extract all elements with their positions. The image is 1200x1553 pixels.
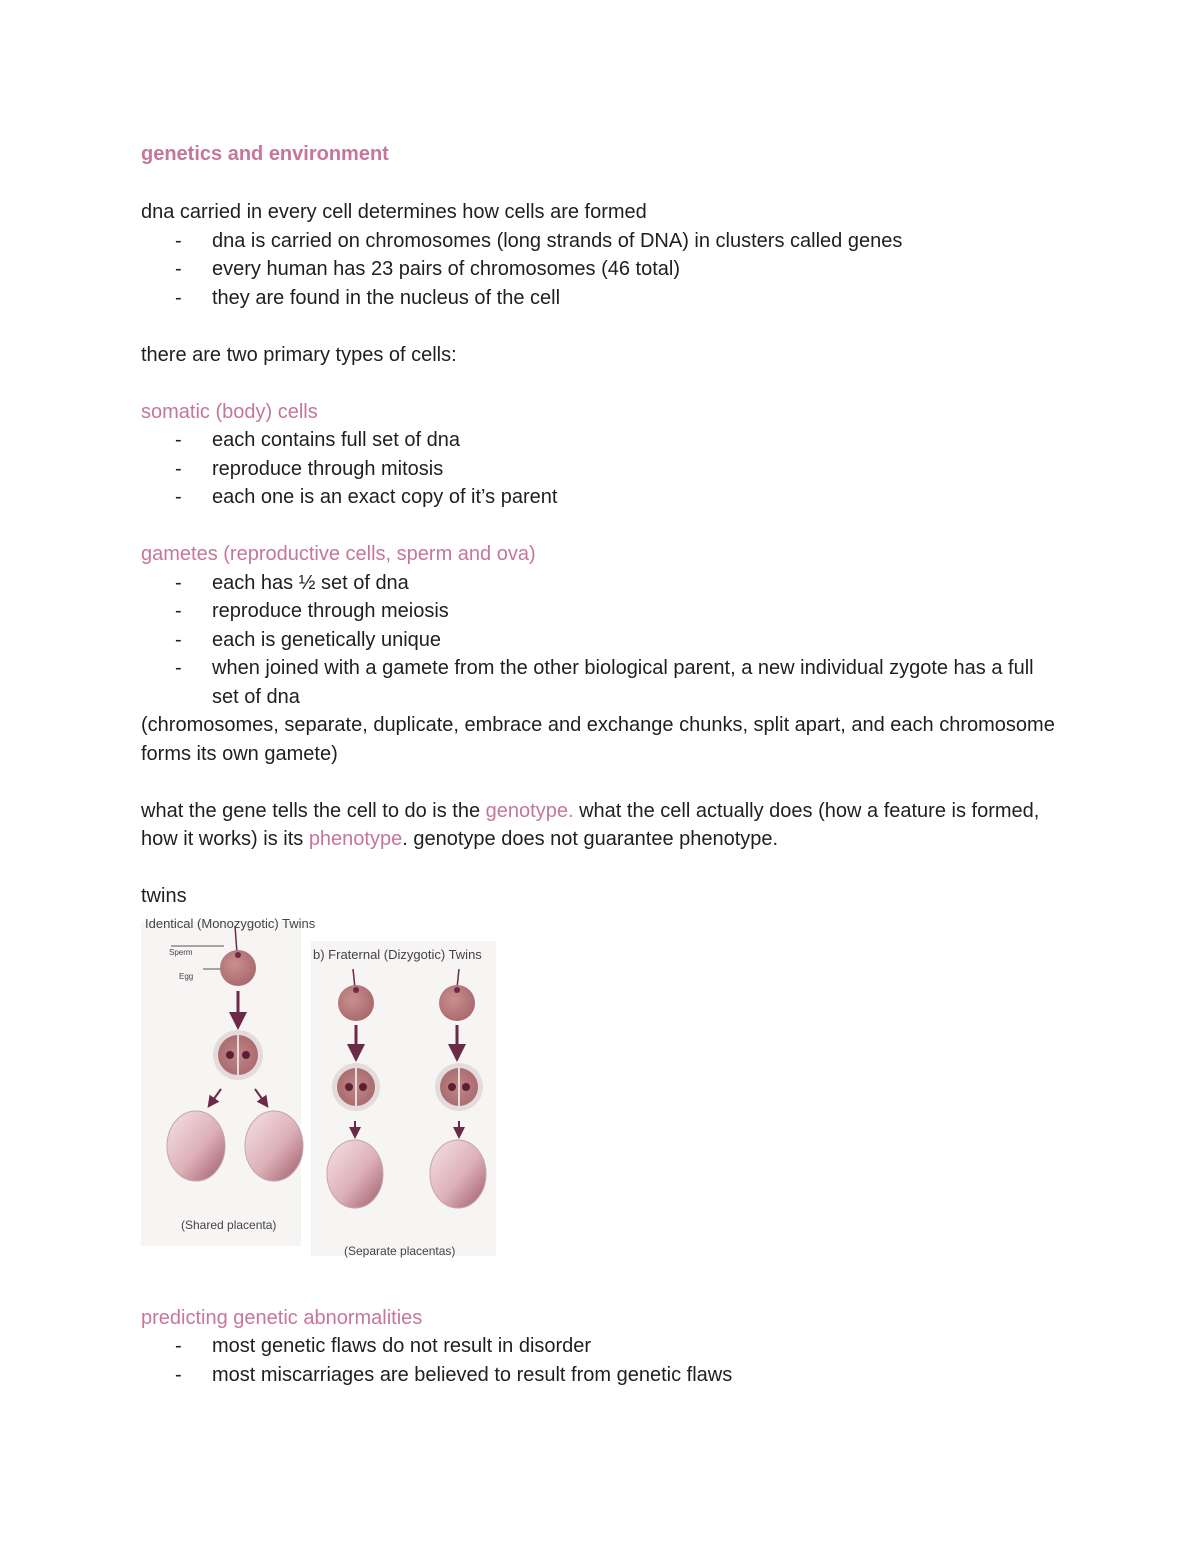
genotype-paragraph — [141, 797, 1071, 854]
list-item: - when joined with a gamete from the other biological parent, a new individual zygote has a full set of dna — [141, 654, 1071, 711]
list-item: - they are found in the nucleus of the cell — [141, 284, 1071, 313]
phenotype-term: phenotype — [308, 828, 403, 850]
intro-list — [141, 227, 1071, 313]
genotype-text-3: . genotype does not guarantee phenotype. — [402, 828, 779, 850]
types-intro: there are two primary types of cells: — [141, 343, 457, 366]
sperm-label: Sperm — [169, 947, 193, 957]
shared-placenta-right — [245, 1111, 303, 1181]
identical-title: Identical (Monozygotic) Twins — [145, 915, 316, 931]
twins-diagram — [141, 911, 501, 1256]
separate-caption: (Separate placentas) — [344, 1243, 456, 1258]
gametes-heading: gametes (reproductive cells, sperm and ova) — [141, 543, 536, 565]
genotype-term: genotype. — [485, 799, 574, 822]
separate-placenta-1 — [327, 1140, 383, 1208]
shared-placenta-left — [167, 1111, 225, 1181]
list-item: - every human has 23 pairs of chromosomes (46 total) — [141, 255, 1071, 284]
predicting-list — [141, 1332, 1071, 1389]
predicting-heading: predicting genetic abnormalities — [141, 1306, 423, 1329]
genotype-text-2: what the cell actually does (how a feature is formed, how it works) is its — [141, 799, 1040, 850]
separate-placenta-2 — [430, 1140, 486, 1208]
list-item: - dna is carried on chromosomes (long strands of DNA) in clusters called genes — [141, 227, 1071, 256]
list-item: - each is genetically unique — [141, 626, 1071, 655]
genotype-text-1: what the gene tells the cell to do is the — [141, 799, 486, 822]
list-item: - most miscarriages are believed to result from genetic flaws — [141, 1361, 1071, 1390]
document-page — [141, 140, 1071, 1389]
list-item: - reproduce through meiosis — [141, 597, 1071, 626]
fraternal-title: b) Fraternal (Dizygotic) Twins — [313, 946, 482, 962]
intro-text: dna carried in every cell determines how cells are formed — [141, 201, 647, 223]
shared-caption: (Shared placenta) — [181, 1217, 277, 1232]
list-item: - most genetic flaws do not result in disorder — [141, 1332, 1071, 1361]
identical-zygote-icon — [213, 1030, 263, 1080]
twins-label: twins — [141, 885, 187, 907]
page-title: genetics and environment — [141, 143, 389, 165]
list-item: - each has ½ set of dna — [141, 569, 1071, 598]
gametes-note: (chromosomes, separate, duplicate, embrace and exchange chunks, split apart, and each chromosome forms its own gamete) — [141, 714, 1055, 765]
list-item: - each contains full set of dna — [141, 426, 1071, 455]
list-item: - reproduce through mitosis — [141, 455, 1071, 484]
somatic-list — [141, 426, 1071, 512]
egg-label: Egg — [179, 971, 194, 981]
somatic-heading: somatic (body) cells — [141, 400, 318, 423]
list-item: - each one is an exact copy of it’s parent — [141, 483, 1071, 512]
gametes-list — [141, 569, 1071, 712]
